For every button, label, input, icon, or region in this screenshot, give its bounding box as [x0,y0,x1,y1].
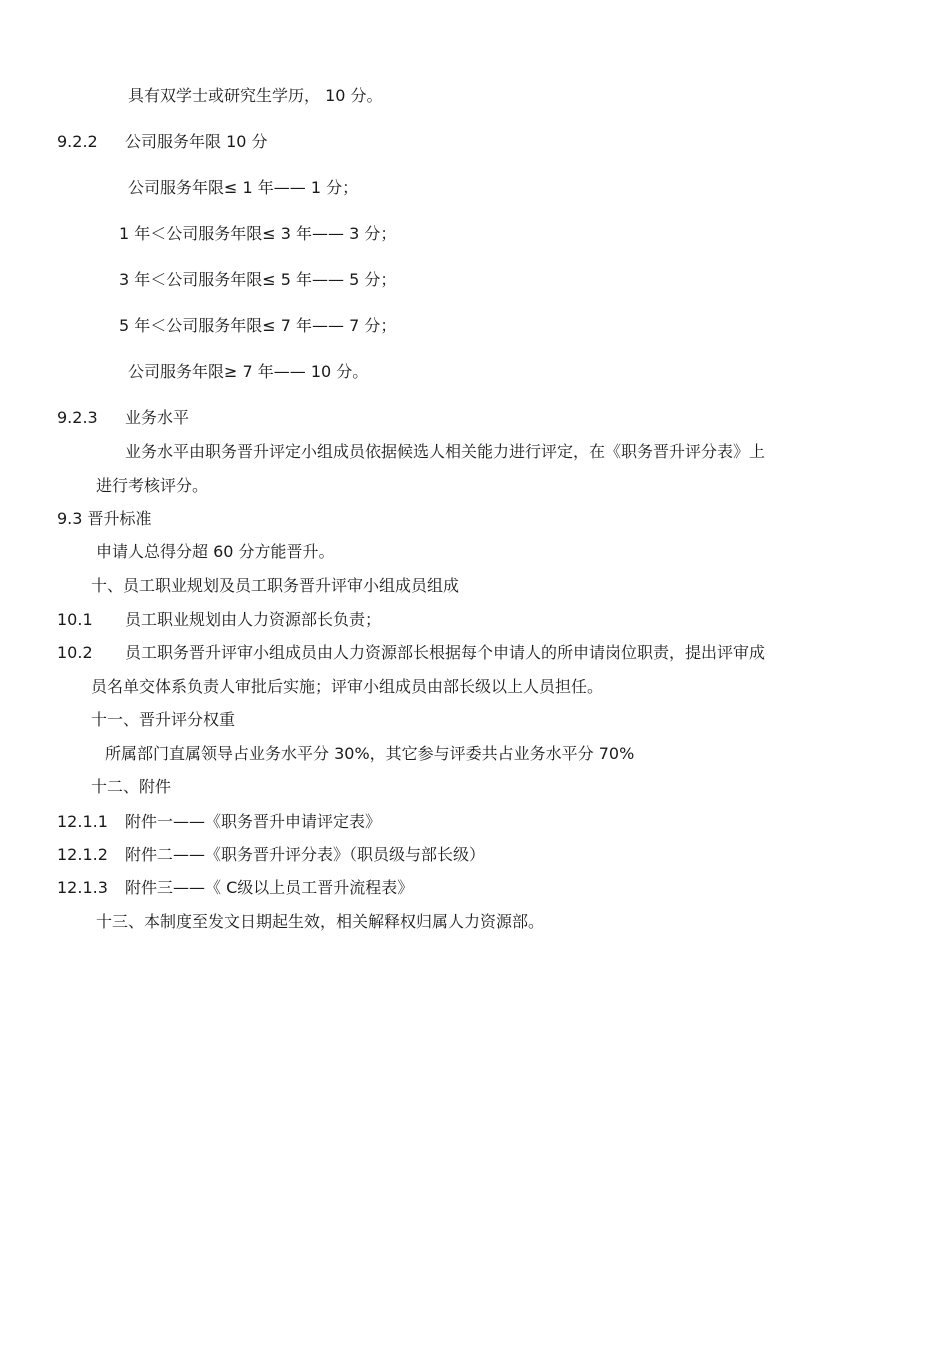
service-years-rule: 5 年＜公司服务年限≤ 7 年—— 7 分； [119,316,397,335]
section-title-service-years: 公司服务年限 10 分 [125,132,268,151]
education-score-line: 具有双学士或研究生学历， 10 分。 [128,86,383,105]
chapter-heading-10: 十、员工职业规划及员工职务晋升评审小组成员组成 [91,576,460,595]
attachment-item: 附件三——《 C级以上员工晋升流程表》 [125,878,414,897]
attachment-item: 附件一——《职务晋升申请评定表》 [125,812,382,831]
section-number-9-2-2: 9.2.2 [57,132,98,151]
chapter-heading-11: 十一、晋升评分权重 [91,710,236,729]
clause-10-2-text-cont: 员名单交体系负责人审批后实施；评审小组成员由部长级以上人员担任。 [91,677,604,696]
attachment-number: 12.1.3 [57,878,108,897]
service-years-rule: 公司服务年限≤ 1 年—— 1 分； [128,178,359,197]
attachment-item: 附件二——《职务晋升评分表》（职员级与部长级） [125,845,486,864]
section-number-10-2: 10.2 [57,643,93,662]
chapter-heading-12: 十二、附件 [91,777,172,796]
section-title-promotion-standard: 9.3 晋升标准 [57,509,152,528]
promotion-standard-text: 申请人总得分超 60 分方能晋升。 [96,542,335,561]
section-number-10-1: 10.1 [57,610,93,629]
chapter-heading-13: 十三、本制度至发文日期起生效，相关解释权归属人力资源部。 [96,912,545,931]
attachment-number: 12.1.2 [57,845,108,864]
section-number-9-2-3: 9.2.3 [57,408,98,427]
business-level-paragraph: 业务水平由职务晋升评定小组成员依据候选人相关能力进行评定，在《职务晋升评分表》上 [125,442,766,461]
clause-10-1-text: 员工职业规划由人力资源部长负责； [125,610,382,629]
service-years-rule: 公司服务年限≥ 7 年—— 10 分。 [128,362,369,381]
attachment-number: 12.1.1 [57,812,108,831]
service-years-rule: 1 年＜公司服务年限≤ 3 年—— 3 分； [119,224,397,243]
weight-text: 所属部门直属领导占业务水平分 30%，其它参与评委共占业务水平分 70% [105,744,635,763]
business-level-paragraph-cont: 进行考核评分。 [96,476,209,495]
service-years-rule: 3 年＜公司服务年限≤ 5 年—— 5 分； [119,270,397,289]
clause-10-2-text: 员工职务晋升评审小组成员由人力资源部长根据每个申请人的所申请岗位职责，提出评审成 [125,643,766,662]
section-title-business-level: 业务水平 [125,408,190,427]
